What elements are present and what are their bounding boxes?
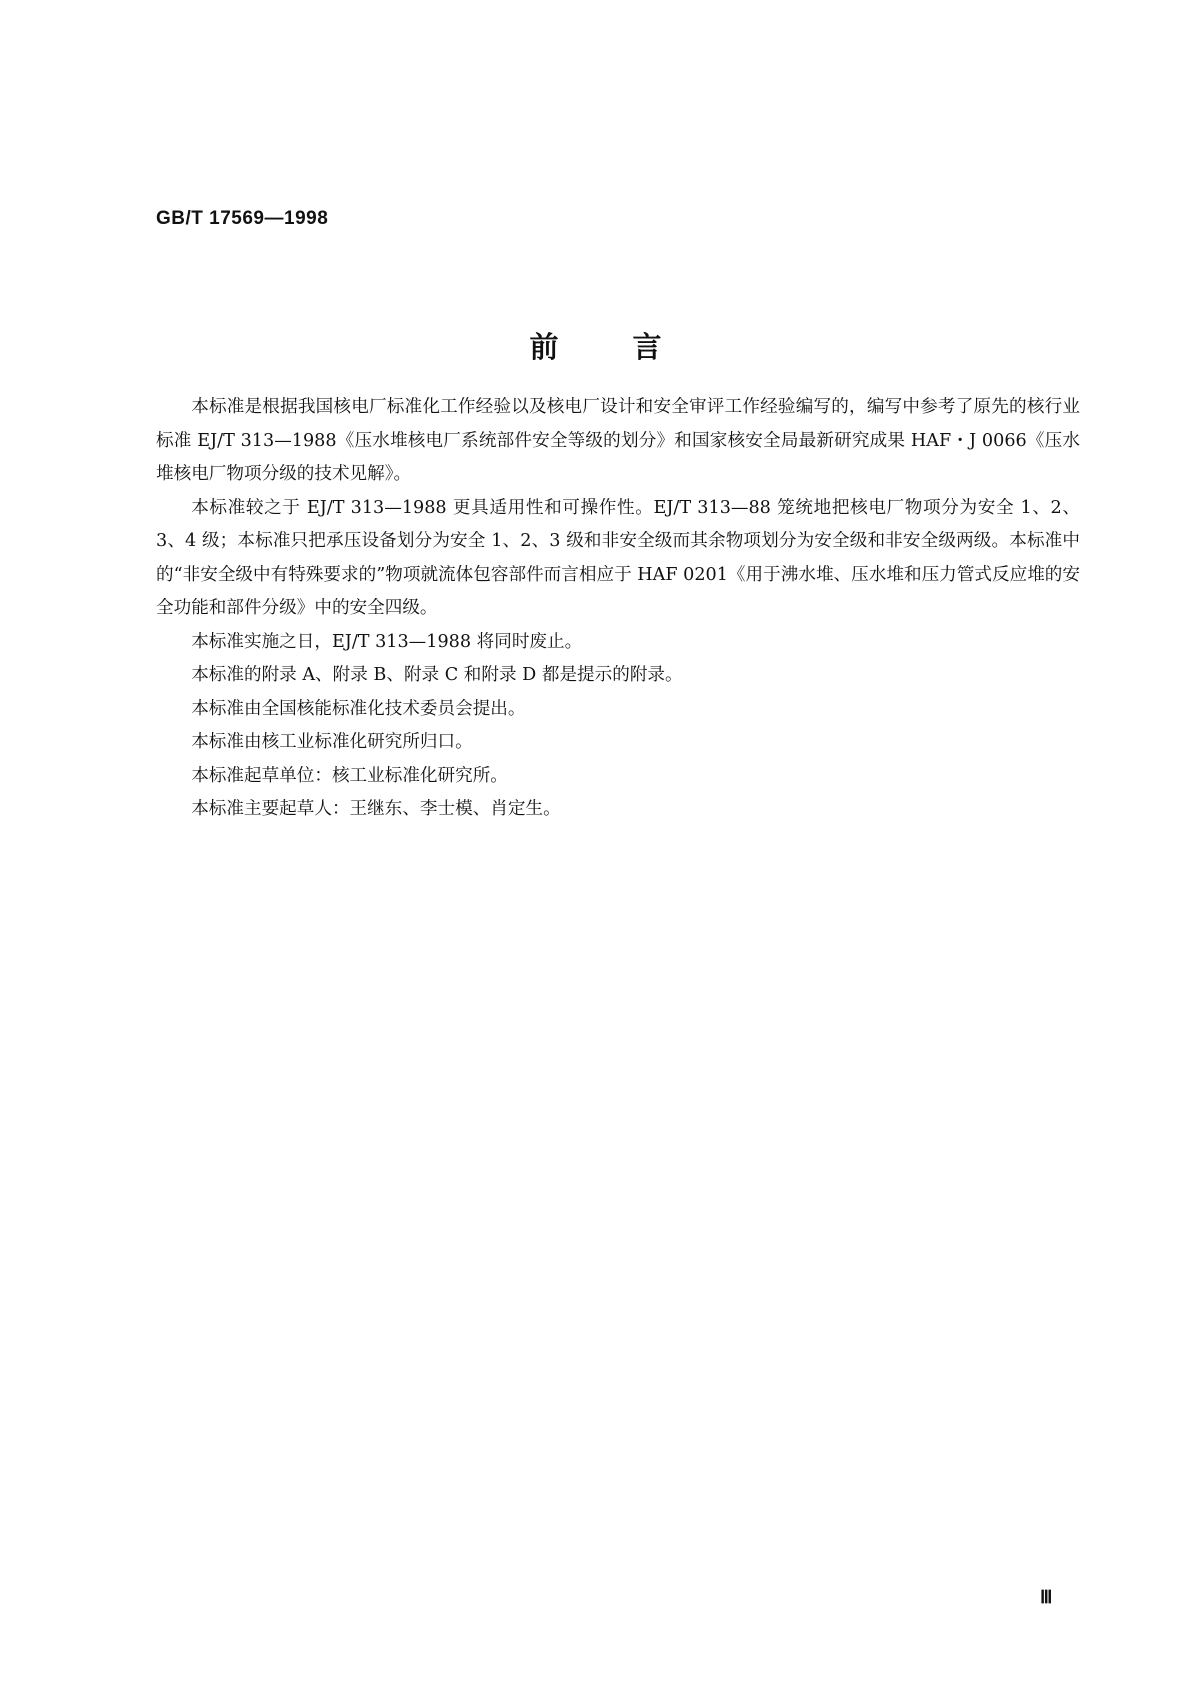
paragraph: 本标准的附录 A、附录 B、附录 C 和附录 D 都是提示的附录。 <box>191 665 683 685</box>
foreword-body <box>156 391 1080 827</box>
paragraph: 本标准实施之日，EJ/T 313—1988 将同时废止。 <box>191 631 583 652</box>
paragraph: 本标准主要起草人：王继东、李士模、肖定生。 <box>191 799 561 819</box>
paragraph: 本标准由核工业标准化研究所归口。 <box>191 732 473 752</box>
paragraph: 本标准起草单位：核工业标准化研究所。 <box>191 765 508 786</box>
paragraph: 本标准是根据我国核电厂标准化工作经验以及核电厂设计和安全审评工作经验编写的，编写中参考了原先的核行业标准 EJ/T 313—1988《压水堆核电厂系统部件安全等级的划分》和国家核安全局最新研究成果 HAF・J 0066《压水堆核电厂物项分级的技术见解》。 <box>156 397 1080 484</box>
page-number: Ⅲ <box>1040 1587 1053 1607</box>
paragraph: 本标准较之于 EJ/T 313—1988 更具适用性和可操作性。EJ/T 313—88 笼统地把核电厂物项分为安全 1、2、3、4 级；本标准只把承压设备划分为安全 1、2、3 级和非安全级而其余物项划分为安全级和非安全级两级。本标准中的“非安全级中有特殊要求的”物项就流体包容部件而言相应于 HAF 0201《用于沸水堆、压水堆和压力管式反应堆的安全功能和部件分级》中的安全四级。 <box>156 497 1080 618</box>
page-title: 前言 <box>529 330 736 364</box>
paragraph: 本标准由全国核能标准化技术委员会提出。 <box>191 698 526 719</box>
standard-number: GB/T 17569—1998 <box>156 208 329 229</box>
